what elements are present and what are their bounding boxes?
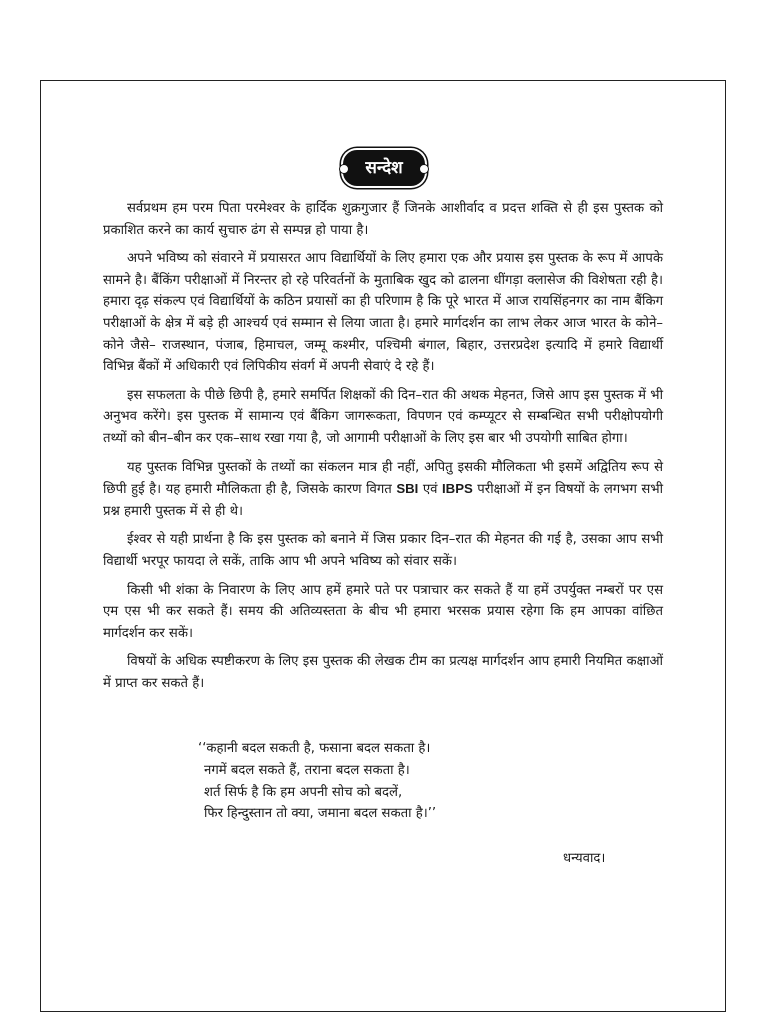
paragraph-teachers: इस सफलता के पीछे छिपी है, हमारे समर्पित शिक्षकों की दिन–रात की अथक मेहनत, जिसे आप इस पुस्तक में भी अनुभव करेंगे। इस पुस्तक में सामान्य एवं बैंकिग जागरूकता, विपणन एवं कम्प्यूटर से सम्बन्धित सभी परीक्षोपयोगी तथ्यों को बीन–बीन कर एक–साथ रखा गया है, जो आगामी परीक्षाओं के लिए इस बार भी उपयोगी साबित होगा।	[103, 387, 663, 446]
poem-line: फिर हिन्दुस्तान तो क्या, जमाना बदल सकता है।’’	[204, 806, 437, 822]
paragraph-efforts: अपने भविष्य को संवारने में प्रयासरत आप विद्यार्थियों के लिए हमारा एक और प्रयास इस पुस्तक के रूप में आपके सामने है। बैंकिंग परीक्षाओं में निरन्तर हो रहे परिवर्तनों के मुताबिक खुद को ढालना धींगड़ा क्लासेज की विशेषता रही है। हमारा दृढ़ संकल्प एवं विद्यार्थियों के कठिन प्रयासों का ही परिणाम है कि पूरे भारत में आज रायसिंहनगर का नाम बैंकिग परीक्षाओं के क्षेत्र में बड़े ही आश्चर्य एवं सम्मान से लिया जाता है। हमारे मार्गदर्शन का लाभ लेकर आज भारत के कोने–कोने जैसे– राजस्थान, पंजाब, हिमाचल, जम्मू कश्मीर, पश्चिमी बंगाल, बिहार, उत्तरप्रदेश इत्यादि में हमारे विद्यार्थी विभिन्न बैंकों में अधिकारी एवं लिपिकीय संवर्ग में अपनी सेवाएं दे रहे हैं।	[103, 251, 663, 375]
paragraph-classes: विषयों के अधिक स्पष्टीकरण के लिए इस पुस्तक की लेखक टीम का प्रत्यक्ष मार्गदर्शन आप हमारी नियमित कक्षाओं में प्राप्त कर सकते हैं।	[103, 654, 663, 691]
originality-text-mid: एवं	[418, 482, 442, 498]
originality-text-end: परीक्षाओं में इन विषयों के लगभग सभी प्रश्न हमारी पुस्तक में से ही थे।	[103, 482, 664, 519]
title-container	[0, 150, 768, 186]
paragraph-prayer: ईश्वर से यही प्रार्थना है कि इस पुस्तक को बनाने में जिस प्रकार दिन–रात की मेहनत की गई है, उसका आप सभी विद्यार्थी भरपूर फायदा ले सकें, ताकि आप भी अपने भविष्य को संवार सकें।	[103, 532, 663, 569]
paragraph-gratitude: सर्वप्रथम हम परम पिता परमेश्वर के हार्दिक शुक्रगुजार हैं जिनके आशीर्वाद व प्रदत्त शक्ति से ही इस पुस्तक को प्रकाशित करने का कार्य सुचारु ढंग से सम्पन्न हो पाया है।	[103, 201, 663, 238]
poem-quote	[198, 738, 436, 825]
paragraph-queries: किसी भी शंका के निवारण के लिए आप हमें हमारे पते पर पत्राचार कर सकते हैं या हमें उपर्युक्त नम्बरों पर एस एम एस भी कर सकते हैं। समय की अतिव्यस्तता के बीच भी हमारा भरसक प्रयास रहेगा कि हम आपका वांछित मार्गदर्शन कर सकें।	[103, 582, 663, 641]
paragraph-originality	[103, 457, 663, 523]
ibps-label: IBPS	[442, 481, 473, 497]
sbi-label: SBI	[396, 481, 419, 497]
signoff-thanks: धन्यवाद।	[563, 851, 606, 866]
poem-line: शर्त सिर्फ है कि हम अपनी सोच को बदलें,	[204, 784, 403, 800]
originality-text-start: यह पुस्तक विभिन्न पुस्तकों के तथ्यों का संकलन मात्र ही नहीं, अपितु इसकी मौलिकता भी इसमें अद्वितिय रूप से छिपी हुई है। यह हमारी मौलिकता ही है, जिसके कारण विगत	[103, 459, 663, 498]
poem-line: नगमें बदल सकते हैं, तराना बदल सकता है।	[204, 762, 410, 778]
poem-line: ‘‘कहानी बदल सकती है, फसाना बदल सकता है।	[198, 741, 431, 756]
page-title-badge: सन्देश	[343, 150, 424, 186]
message-body	[103, 198, 663, 701]
